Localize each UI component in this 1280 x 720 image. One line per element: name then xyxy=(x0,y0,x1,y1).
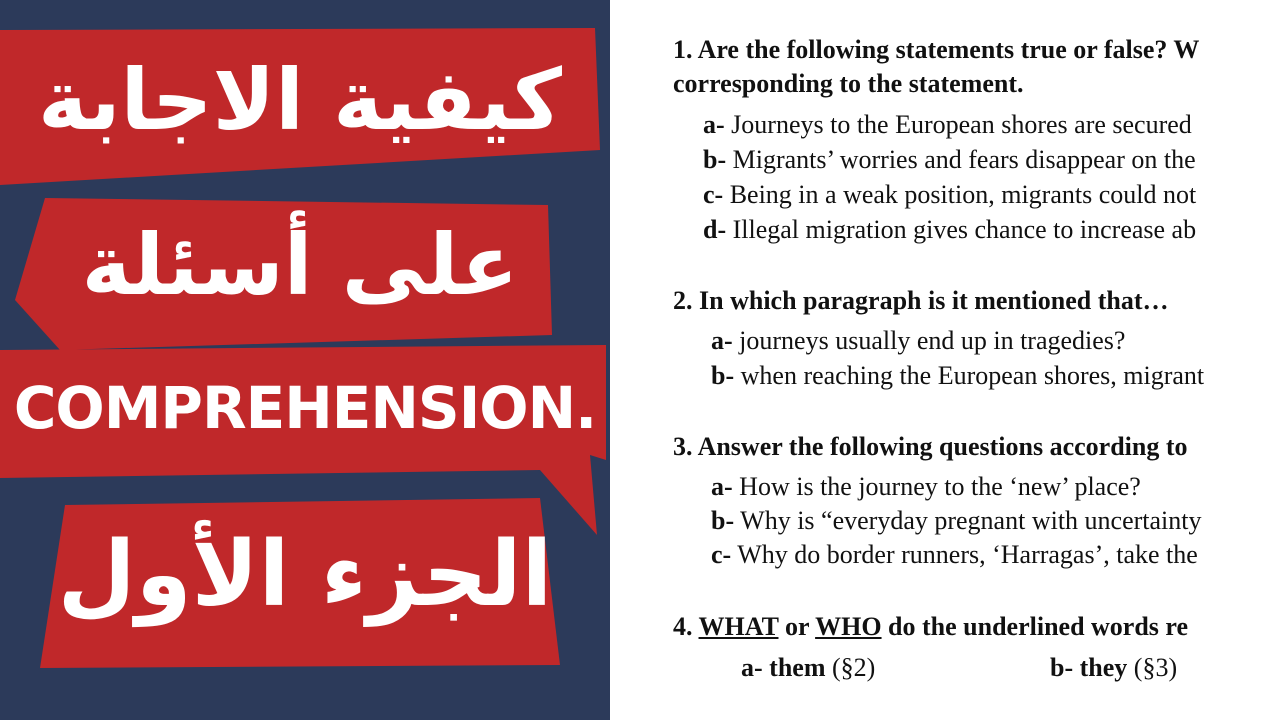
q2-option-b xyxy=(711,359,1204,393)
question-4-title xyxy=(673,610,1188,644)
option-text: Why is “everyday pregnant with uncertainty xyxy=(734,506,1202,535)
worksheet-page xyxy=(610,0,1280,720)
q1-option-c xyxy=(703,178,1196,212)
option-text: Journeys to the European shores are secured xyxy=(724,110,1192,139)
option-prefix: b- xyxy=(711,361,735,390)
option-text: Why do border runners, ‘Harragas’, take the xyxy=(731,540,1198,569)
comprehension-title: COMPREHENSION. xyxy=(13,374,597,442)
q3-option-a xyxy=(711,470,1141,504)
q4-item-b xyxy=(1050,651,1177,685)
q1-option-b xyxy=(703,143,1196,177)
option-prefix: d- xyxy=(703,215,727,244)
q3-option-b xyxy=(711,504,1202,538)
question-2-title: 2. In which paragraph is it mentioned that… xyxy=(673,286,1169,315)
option-prefix: a- xyxy=(711,472,733,501)
item-ref: (§3) xyxy=(1127,653,1178,682)
question-1-title-continued: corresponding to the statement. xyxy=(673,69,1024,98)
question-3-title: 3. Answer the following questions according to xyxy=(673,432,1188,461)
q2-option-a xyxy=(711,324,1125,358)
q3-option-c xyxy=(711,538,1198,572)
q4-suffix: do the underlined words re xyxy=(881,612,1189,641)
underlined-who: WHO xyxy=(815,612,882,641)
option-text: Being in a weak position, migrants could not xyxy=(723,180,1197,209)
q4-prefix: 4. xyxy=(673,612,699,641)
option-text: when reaching the European shores, migrant xyxy=(734,361,1205,390)
q1-option-a xyxy=(703,108,1192,142)
option-text: Migrants’ worries and fears disappear on the xyxy=(726,145,1196,174)
question-1-title: 1. Are the following statements true or false? W xyxy=(673,35,1200,64)
option-prefix: c- xyxy=(711,540,732,569)
item-label: a- them xyxy=(741,653,826,682)
item-ref: (§2) xyxy=(825,653,876,682)
arabic-title-line-1: كيفية الاجابة xyxy=(38,51,562,149)
option-text: Illegal migration gives chance to increase ab xyxy=(726,215,1197,244)
q1-option-d xyxy=(703,213,1196,247)
item-label: b- they xyxy=(1050,653,1128,682)
option-prefix: b- xyxy=(711,506,735,535)
q4-item-a xyxy=(741,651,875,685)
thumbnail-title-panel xyxy=(0,0,610,720)
option-prefix: a- xyxy=(703,110,725,139)
underlined-what: WHAT xyxy=(698,612,779,641)
q4-mid: or xyxy=(778,612,816,641)
option-prefix: a- xyxy=(711,326,733,355)
option-prefix: b- xyxy=(703,145,727,174)
arabic-title-line-2: على أسئلة xyxy=(81,216,519,314)
option-text: How is the journey to the ‘new’ place? xyxy=(732,472,1141,501)
option-text: journeys usually end up in tragedies? xyxy=(732,326,1126,355)
option-prefix: c- xyxy=(703,180,724,209)
arabic-title-line-4: الجزء الأول xyxy=(57,522,553,627)
